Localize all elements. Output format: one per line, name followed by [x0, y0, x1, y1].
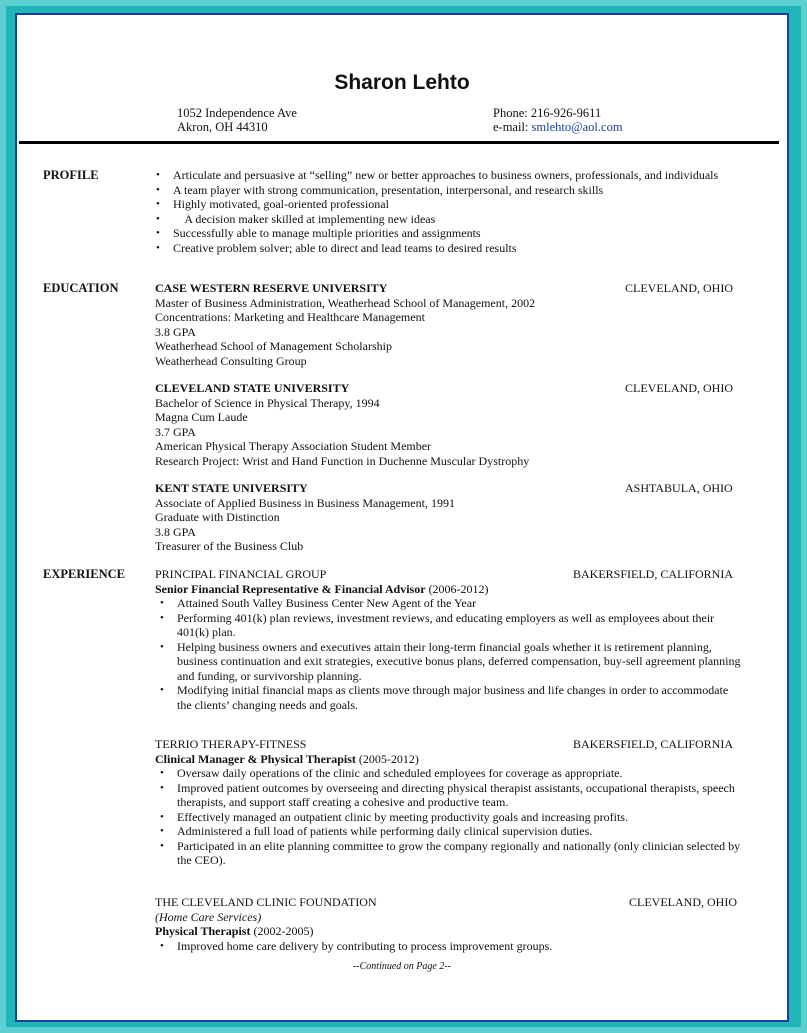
job-subtitle: (Home Care Services)	[155, 909, 262, 924]
job-location: BAKERSFIELD, CALIFORNIA	[573, 567, 734, 581]
job-bullet: • Administered a full load of patients while performing daily clinical supervision duties.	[159, 824, 743, 839]
email-line	[493, 120, 623, 134]
job-location: CLEVELAND, OHIO	[629, 895, 737, 909]
education-school-2	[155, 381, 755, 468]
company-name: THE CLEVELAND CLINIC FOUNDATION	[155, 895, 377, 909]
job-dates: (2006-2012)	[425, 581, 489, 596]
school-detail: American Physical Therapy Association Student Member	[155, 439, 432, 453]
job-bullet: • Performing 401(k) plan reviews, investment reviews, and educating employers as well as employees about their 401(k) plan.	[159, 611, 743, 640]
profile-item: • Articulate and persuasive at “selling” new or better approaches to business owners, professionals, and individuals	[155, 168, 755, 183]
address-line-1: 1052 Independence Ave	[177, 106, 297, 120]
experience-job-1	[155, 567, 743, 712]
school-detail: Weatherhead School of Management Scholarship	[155, 339, 392, 353]
job-title-line	[155, 582, 743, 597]
profile-section	[155, 168, 755, 255]
candidate-name: Sharon Lehto	[334, 71, 470, 94]
job-title-line	[155, 752, 743, 767]
education-school-1	[155, 281, 755, 368]
profile-list	[155, 168, 755, 255]
contact-block	[493, 106, 623, 134]
experience-job-3	[155, 895, 747, 953]
job-bullet: • Modifying initial financial maps as clients move through major business and life changes in order to accommodate the clients’ changing needs and goals.	[159, 683, 743, 712]
phone: Phone: 216-926-9611	[493, 106, 602, 120]
school-name: CLEVELAND STATE UNIVERSITY	[155, 381, 350, 395]
school-name: KENT STATE UNIVERSITY	[155, 481, 308, 495]
job-bullet: • Improved home care delivery by contributing to process improvement groups.	[159, 939, 747, 954]
school-detail: Weatherhead Consulting Group	[155, 353, 307, 368]
education-heading: EDUCATION	[43, 281, 119, 295]
profile-item: • Successfully able to manage multiple priorities and assignments	[155, 226, 755, 241]
job-bullets	[159, 596, 743, 712]
job-bullet: • Improved patient outcomes by overseeing and directing physical therapist assistants, occupational therapists, speech therapists, and support staff creating a cohesive and productive team.	[159, 781, 743, 810]
profile-item: • A team player with strong communication, presentation, interpersonal, and research skills	[155, 183, 755, 198]
job-bullet: • Attained South Valley Business Center New Agent of the Year	[159, 596, 743, 611]
resume-page	[15, 13, 789, 1022]
job-bullets	[159, 766, 743, 868]
job-bullet: • Effectively managed an outpatient clinic by meeting productivity goals and increasing profits.	[159, 810, 743, 825]
experience-job-2	[155, 737, 743, 868]
school-detail: Graduate with Distinction	[155, 510, 280, 524]
school-detail: Bachelor of Science in Physical Therapy, 1994	[155, 395, 380, 410]
school-detail: Associate of Applied Business in Business Management, 1991	[155, 495, 455, 510]
header-divider	[19, 141, 779, 144]
job-dates: (2002-2005)	[250, 924, 314, 938]
job-bullet: • Participated in an elite planning committee to grow the company regionally and nationally (only clinician selected by the CEO).	[159, 839, 743, 868]
company-name: PRINCIPAL FINANCIAL GROUP	[155, 567, 327, 581]
school-name: CASE WESTERN RESERVE UNIVERSITY	[155, 281, 388, 295]
email-label: e-mail:	[493, 120, 532, 134]
school-detail: 3.8 GPA	[155, 324, 196, 339]
experience-heading: EXPERIENCE	[43, 567, 125, 581]
job-title: Physical Therapist	[155, 924, 251, 938]
job-location: BAKERSFIELD, CALIFORNIA	[573, 737, 734, 751]
company-name: TERRIO THERAPY-FITNESS	[155, 737, 307, 751]
job-title: Clinical Manager & Physical Therapist	[155, 751, 356, 766]
school-location: CLEVELAND, OHIO	[625, 281, 733, 295]
school-detail: Master of Business Administration, Weatherhead School of Management, 2002	[155, 295, 536, 310]
education-school-3	[155, 481, 755, 554]
profile-item: • A decision maker skilled at implementing new ideas	[155, 212, 755, 227]
address-block	[177, 106, 297, 134]
continued-note: --Continued on Page 2--	[352, 961, 452, 972]
school-detail: 3.8 GPA	[155, 524, 196, 539]
school-detail: Concentrations: Marketing and Healthcare Management	[155, 310, 425, 324]
job-dates: (2005-2012)	[355, 751, 419, 766]
profile-item: • Creative problem solver; able to direct and lead teams to desired results	[155, 241, 755, 256]
school-location: ASHTABULA, OHIO	[625, 481, 733, 495]
school-location: CLEVELAND, OHIO	[625, 381, 733, 395]
school-detail: 3.7 GPA	[155, 424, 196, 439]
job-bullet: • Oversaw daily operations of the clinic and scheduled employees for coverage as appropriate.	[159, 766, 743, 781]
school-detail: Treasurer of the Business Club	[155, 539, 304, 553]
email-link[interactable]: smlehto@aol.com	[531, 120, 623, 134]
profile-heading: PROFILE	[43, 168, 99, 182]
school-detail: Research Project: Wrist and Hand Function in Duchenne Muscular Dystrophy	[155, 453, 530, 468]
address-line-2: Akron, OH 44310	[177, 120, 268, 134]
school-detail: Magna Cum Laude	[155, 410, 248, 424]
profile-item: • Highly motivated, goal-oriented professional	[155, 197, 755, 212]
job-title: Senior Financial Representative & Financial Advisor	[155, 581, 426, 596]
job-bullet: • Helping business owners and executives attain their long-term financial goals whether it is retirement planning, business continuation and exit strategies, executive bonus plans, deferred compensation, buy-sell agreement planning and funding, or survivorship planning.	[159, 640, 743, 684]
job-bullets	[159, 939, 747, 954]
job-title-line	[155, 924, 747, 939]
